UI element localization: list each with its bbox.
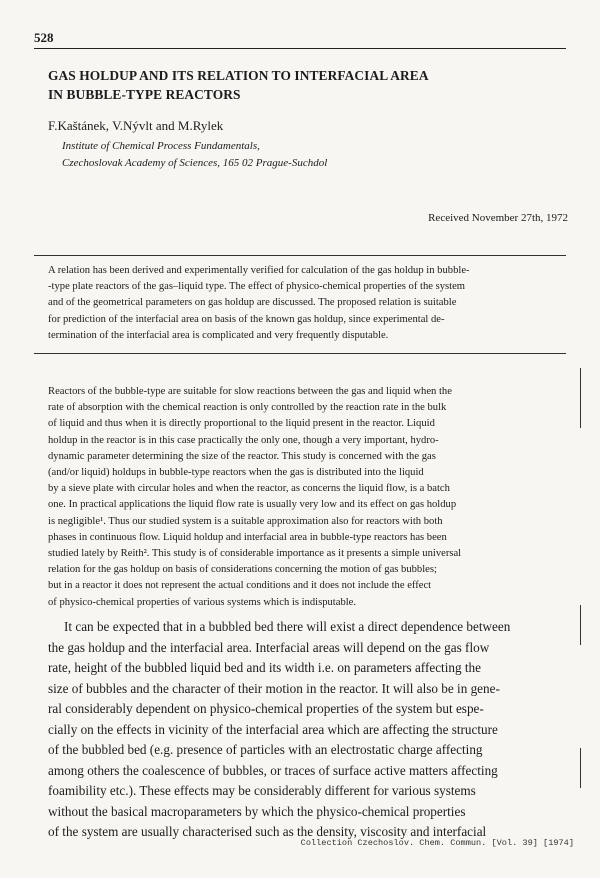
- received-date: Received November 27th, 1972: [428, 212, 568, 224]
- body-line: of liquid and thus when it is directly proportional to the liquid present in the reactor. Liquid: [48, 418, 435, 430]
- affiliation-line: Czechoslovak Academy of Sciences, 165 02 Prague-Suchdol: [62, 157, 328, 169]
- body-line: without the basical macroparameters by which the physico-chemical properties: [48, 803, 466, 819]
- body-line: ral considerably dependent on physico-chemical properties of the system but espe-: [48, 701, 484, 716]
- margin-mark: [580, 368, 581, 428]
- authors: F.Kaštánek, V.Nývlt and M.Rylek: [48, 118, 224, 133]
- body-line: size of bubbles and the character of their motion in the reactor. It will also be in gene-: [48, 680, 500, 696]
- affiliation-line: Institute of Chemical Process Fundamentals,: [62, 140, 260, 152]
- body-line: rate of absorption with the chemical reaction is only controlled by the reaction rate in the bulk: [48, 402, 447, 414]
- title-line: GAS HOLDUP AND ITS RELATION TO INTERFACIAL AREA: [48, 68, 429, 83]
- page-number: 528: [34, 30, 54, 45]
- journal-footer: Collection Czechoslov. Chem. Commun. [Vol. 39] [1974]: [300, 838, 574, 848]
- article-title: [48, 66, 548, 104]
- abstract-line: termination of the interfacial area is complicated and very frequently disputable.: [48, 329, 389, 341]
- body-line: is negligible¹. Thus our studied system is a suitable approximation also for reactors with both: [48, 515, 443, 527]
- intro-paragraph: [48, 384, 568, 611]
- abstract-line: and of the geometrical parameters on gas holdup are discussed. The proposed relation is suitable: [48, 297, 457, 309]
- margin-mark: [580, 605, 581, 645]
- abstract-top-rule: [34, 255, 566, 256]
- abstract-bottom-rule: [34, 353, 566, 354]
- body-line: but in a reactor it does not represent the actual conditions and it does not include the effect: [48, 580, 432, 592]
- abstract: [48, 263, 568, 344]
- body-line: cially on the effects in vicinity of the interfacial area which are affecting the structure: [48, 721, 498, 737]
- body-line: relation for the gas holdup on basis of considerations concerning the motion of gas bubbles;: [48, 564, 437, 576]
- abstract-line: A relation has been derived and experimentally verified for calculation of the gas holdup in bubble-: [48, 265, 470, 276]
- body-line: of the bubbled bed (e.g. presence of particles with an electrostatic charge affecting: [48, 742, 483, 757]
- body-line: studied lately by Reith². This study is of considerable importance as it presents a simple universal: [48, 548, 462, 560]
- header-rule: [34, 48, 566, 49]
- title-line: IN BUBBLE-TYPE REACTORS: [48, 87, 241, 102]
- body-line: of the system are usually characterised such as the density, viscosity and interfacial: [48, 824, 487, 839]
- abstract-line: -type plate reactors of the gas–liquid type. The effect of physico-chemical properties of the system: [48, 281, 466, 293]
- body-line: one. In practical applications the liquid flow rate is usually very low and its effect on gas holdup: [48, 499, 457, 511]
- body-line: of physico-chemical properties of various systems which is indisputable.: [48, 596, 357, 608]
- body-line: It can be expected that in a bubbled bed there will exist a direct dependence between: [64, 619, 511, 634]
- affiliation: [62, 138, 327, 172]
- body-line: phases in continuous flow. Liquid holdup and interfacial area in bubble-type reactors has been: [48, 531, 447, 543]
- body-line: holdup in the reactor is in this case practically the only one, though a very important, hydro-: [48, 434, 439, 446]
- main-paragraph: [48, 617, 576, 843]
- body-line: by a sieve plate with circular holes and when the reactor, as concerns the liquid flow, is a batch: [48, 483, 450, 495]
- margin-mark: [580, 748, 581, 788]
- body-line: (and/or liquid) holdups in bubble-type reactors when the gas is distributed into the liquid: [48, 467, 424, 479]
- body-line: among others the coalescence of bubbles, or traces of surface active matters affecting: [48, 762, 498, 778]
- body-line: foamibility etc.). These effects may be considerably different for various systems: [48, 783, 476, 798]
- body-line: rate, height of the bubbled liquid bed and its width i.e. on parameters affecting the: [48, 660, 481, 675]
- body-line: Reactors of the bubble-type are suitable for slow reactions between the gas and liquid when the: [48, 386, 452, 397]
- body-line: the gas holdup and the interfacial area. Interfacial areas will depend on the gas flow: [48, 639, 490, 655]
- abstract-line: for prediction of the interfacial area on basis of the known gas holdup, since experimental de-: [48, 313, 445, 325]
- body-line: dynamic parameter determining the size of the reactor. This study is concerned with the gas: [48, 450, 436, 462]
